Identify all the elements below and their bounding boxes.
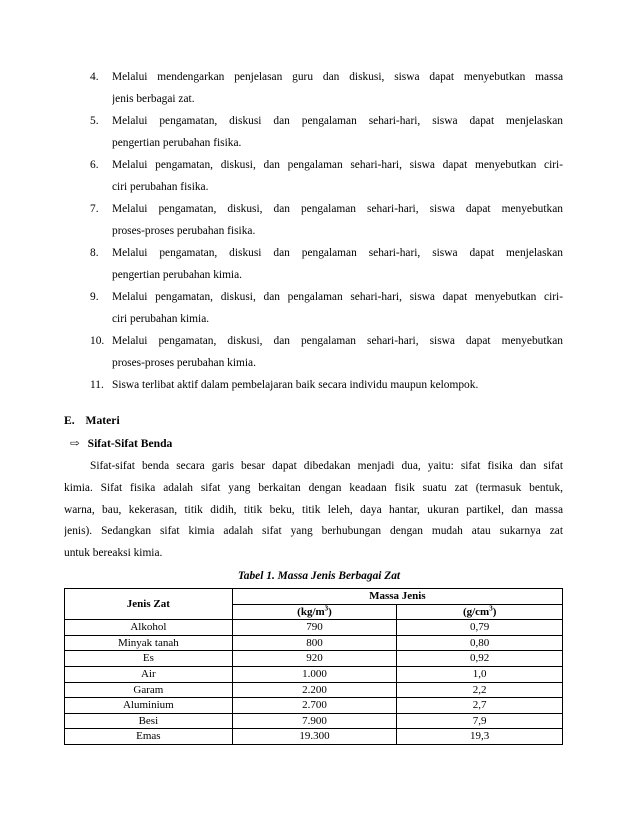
cell-substance: Es: [65, 651, 233, 667]
cell-density-kgm3: 790: [232, 620, 397, 636]
paragraph-line: Sifat-sifat benda secara garis besar dapat dibedakan menjadi dua, yaitu: sifat fisika dan sifat: [90, 460, 563, 472]
paragraph-line: kimia. Sifat fisika adalah sifat yang berkaitan dengan keadaan fisik suatu zat (termasuk bentuk,: [64, 481, 563, 494]
objective-line: Melalui pengamatan, diskusi, dan pengalaman sehari-hari, siswa dapat menyebutkan ciri-: [112, 159, 563, 171]
objective-number: 7.: [90, 203, 99, 215]
objective-line: Melalui pengamatan, diskusi dan pengalaman sehari-hari, siswa dapat menjelaskan: [112, 115, 563, 127]
paragraph-line: warna, bau, kekerasan, titik didih, titik beku, titik leleh, daya hantar, ukuran partikel, dan massa: [64, 503, 563, 516]
objective-line: ciri perubahan fisika.: [112, 180, 209, 193]
cell-substance: Garam: [65, 682, 233, 698]
objective-number: 4.: [90, 71, 99, 83]
cell-density-kgm3: 800: [232, 635, 397, 651]
cell-density-kgm3: 2.700: [232, 698, 397, 714]
cell-density-kgm3: 1.000: [232, 666, 397, 682]
objective-number: 6.: [90, 159, 99, 171]
cell-substance: Minyak tanah: [65, 635, 233, 651]
materi-paragraph: [64, 456, 563, 565]
cell-substance: Air: [65, 666, 233, 682]
header-substance: Jenis Zat: [65, 589, 233, 620]
cell-density-kgm3: 19.300: [232, 729, 397, 745]
cell-density-gcm3: 2,2: [397, 682, 563, 698]
table-row: [65, 620, 563, 636]
objective-number: 9.: [90, 291, 99, 303]
objective-line: ciri perubahan kimia.: [112, 312, 210, 325]
objective-line: Melalui pengamatan, diskusi dan pengalaman sehari-hari, siswa dapat menjelaskan: [112, 247, 563, 259]
cell-density-kgm3: 7.900: [232, 713, 397, 729]
cell-density-gcm3: 2,7: [397, 698, 563, 714]
table-row: [65, 666, 563, 682]
objective-number: 5.: [90, 115, 99, 127]
objective-line: Siswa terlibat aktif dalam pembelajaran baik secara individu maupun kelompok.: [112, 379, 479, 391]
table-caption: Tabel 1. Massa Jenis Berbagai Zat: [237, 570, 401, 582]
arrow-icon: ⇨: [70, 437, 80, 450]
section-title: Materi: [85, 414, 120, 427]
table-row: [65, 698, 563, 714]
table-row: [65, 651, 563, 667]
table-row: [65, 635, 563, 651]
header-unit-gcm3: $(g/cm^3)$: [397, 604, 563, 620]
paragraph-line: untuk bereaksi kimia.: [64, 547, 163, 560]
cell-density-gcm3: 1,0: [397, 666, 563, 682]
objective-line: pengertian perubahan kimia.: [112, 268, 242, 281]
cell-substance: Alkohol: [65, 620, 233, 636]
table-header-row: [65, 589, 563, 605]
header-density: Massa Jenis: [232, 589, 562, 605]
cell-substance: Aluminium: [65, 698, 233, 714]
objective-line: Melalui pengamatan, diskusi, dan pengalaman sehari-hari, siswa dapat menyebutkan: [112, 203, 563, 215]
cell-substance: Besi: [65, 713, 233, 729]
subsection-title: Sifat-Sifat Benda: [87, 437, 173, 450]
table-body: [65, 620, 563, 745]
objective-line: proses-proses perubahan fisika.: [112, 224, 256, 237]
objective-line: Melalui pengamatan, diskusi, dan pengalaman sehari-hari, siswa dapat menyebutkan ciri-: [112, 291, 563, 303]
table-row: [65, 729, 563, 745]
subsection-heading: [70, 436, 172, 450]
density-table: [64, 588, 563, 745]
objective-line: Melalui mendengarkan penjelasan guru dan diskusi, siswa dapat menyebutkan massa: [112, 71, 563, 83]
section-heading: [64, 414, 120, 427]
cell-density-gcm3: 19,3: [397, 729, 563, 745]
cell-density-gcm3: 0,92: [397, 651, 563, 667]
header-unit-kgm3: $(kg/m^3)$: [232, 604, 397, 620]
section-letter: E.: [64, 414, 75, 427]
cell-density-kgm3: 920: [232, 651, 397, 667]
objective-line: jenis berbagai zat.: [112, 92, 195, 105]
objective-number: 8.: [90, 247, 99, 259]
cell-density-gcm3: 7,9: [397, 713, 563, 729]
cell-density-kgm3: 2.200: [232, 682, 397, 698]
cell-substance: Emas: [65, 729, 233, 745]
objective-line: proses-proses perubahan kimia.: [112, 356, 256, 369]
table-row: [65, 682, 563, 698]
objective-number: 11.: [90, 379, 104, 391]
paragraph-line: jenis). Sedangkan sifat kimia adalah sifat yang berhubungan dengan mudah atau sukarnya zat: [64, 525, 563, 538]
cell-density-gcm3: 0,80: [397, 635, 563, 651]
objective-line: Melalui pengamatan, diskusi, dan pengalaman sehari-hari, siswa dapat menyebutkan: [112, 335, 563, 347]
objective-line: pengertian perubahan fisika.: [112, 136, 242, 149]
cell-density-gcm3: 0,79: [397, 620, 563, 636]
objective-number: 10.: [90, 335, 105, 347]
table-row: [65, 713, 563, 729]
